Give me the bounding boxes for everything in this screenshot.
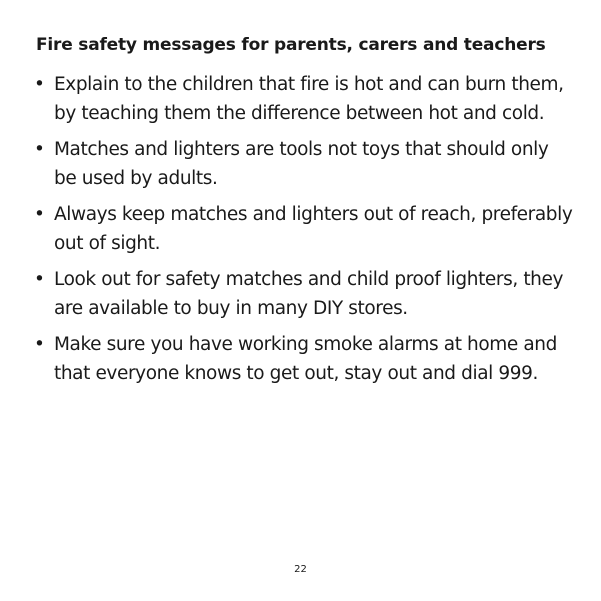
- bullet-text: Make sure you have working smoke alarms at home and that everyone knows to get out, stay out and dial 999.: [54, 334, 557, 384]
- safety-messages-list: [34, 70, 574, 395]
- list-item: [34, 265, 574, 323]
- bullet-icon: •: [34, 139, 45, 160]
- bullet-text: Look out for safety matches and child proof lighters, they are available to buy in many DIY stores.: [54, 269, 564, 319]
- page-heading: Fire safety messages for parents, carers and teachers: [36, 35, 546, 55]
- list-item: [34, 135, 574, 193]
- list-item: [34, 200, 574, 258]
- bullet-icon: •: [34, 74, 45, 95]
- bullet-text: Matches and lighters are tools not toys that should only be used by adults.: [54, 139, 549, 189]
- bullet-icon: •: [34, 269, 45, 290]
- list-item: [34, 70, 574, 128]
- bullet-icon: •: [34, 204, 45, 225]
- bullet-text: Always keep matches and lighters out of reach, preferably out of sight.: [54, 204, 573, 254]
- bullet-icon: •: [34, 334, 45, 355]
- page-number: 22: [294, 564, 307, 575]
- bullet-text: Explain to the children that fire is hot and can burn them, by teaching them the difference between hot and cold.: [54, 74, 564, 124]
- list-item: [34, 330, 574, 388]
